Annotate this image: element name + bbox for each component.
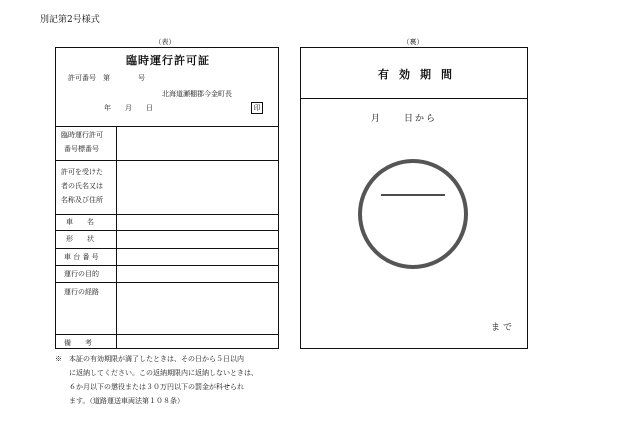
valid-until-label: まで xyxy=(491,323,516,333)
row-label-shape: 形 状 xyxy=(66,235,94,243)
row-label-purpose: 運行の目的 xyxy=(64,270,99,278)
row-divider xyxy=(56,248,278,249)
row-divider xyxy=(56,334,278,335)
row-label-vehicle-name: 車 名 xyxy=(66,218,94,226)
row-label-permit-holder: 許可を受けた 者の氏名又は 名称及び住所 xyxy=(61,168,103,204)
back-side-label: （裏） xyxy=(402,38,424,46)
row-divider xyxy=(56,160,278,161)
permit-back-card xyxy=(300,47,528,349)
form-number-label: 別記第2号様式 xyxy=(40,15,100,25)
row-label-remarks: 備 考 xyxy=(64,339,92,347)
validity-stamp-circle xyxy=(357,158,469,270)
row-divider xyxy=(56,230,278,231)
row-label-plate-number: 臨時運行許可 番号標番号 xyxy=(61,131,103,153)
header-divider xyxy=(56,126,278,127)
row-divider xyxy=(56,265,278,266)
permit-front-card xyxy=(55,47,279,349)
validity-period-title: 有効期間 xyxy=(378,68,462,81)
row-label-chassis-number: 車 台 番 号 xyxy=(64,253,99,261)
issuer-name: 北海道瀬棚郡今金町長 xyxy=(162,90,232,98)
notice-text: ※ 本証の有効期限が満了したときは、その日から５日以内 に返納してください。この返納期限内に返納しないときは、 ６か月以下の懲役または３０万円以下の罰金が科せられ ます。（道路運送車両法第１０８条） xyxy=(55,355,258,405)
back-header-divider xyxy=(301,98,527,99)
seal-mark: 印 xyxy=(251,102,263,114)
issue-date-label: 年 月 日 xyxy=(104,104,153,112)
row-label-route: 運行の経路 xyxy=(64,288,99,296)
valid-from-label: 月 日から xyxy=(371,114,438,124)
row-divider xyxy=(56,282,278,283)
front-side-label: （表） xyxy=(154,38,176,46)
permit-title: 臨時運行許可証 xyxy=(126,54,210,67)
permit-number-label: 許可番号 第 号 xyxy=(68,74,145,82)
